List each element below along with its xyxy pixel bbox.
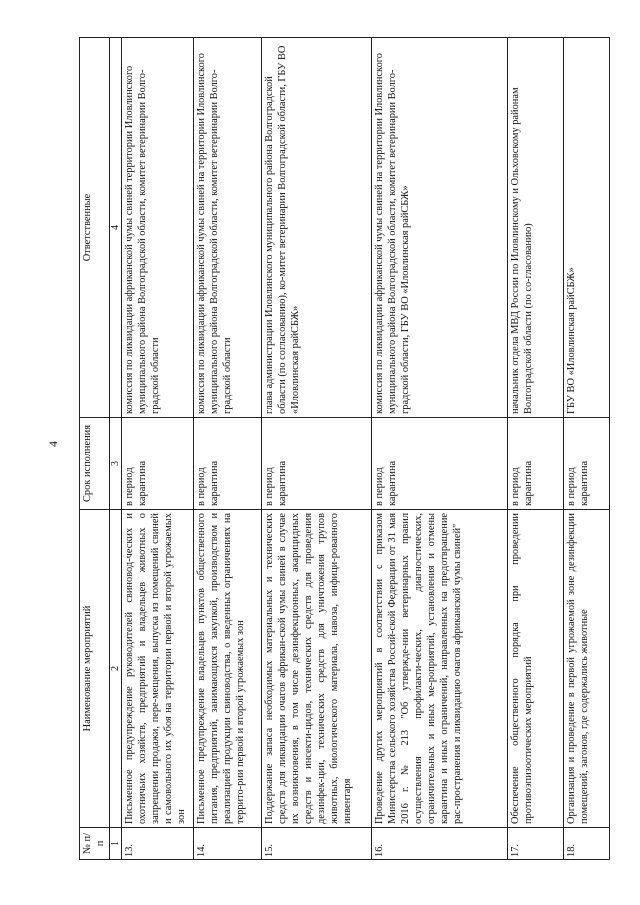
column-number: 4 (110, 38, 122, 418)
deadline: в период карантина (194, 418, 262, 510)
deadline: в период карантина (372, 418, 508, 510)
deadline: в период карантина (564, 418, 610, 510)
row-number: 14. (194, 828, 262, 860)
page-number: 4 (46, 441, 60, 447)
responsible: глава администрации Иловлинского муниципального района Волгоградской области (по согласованию), ко-митет ветеринарии Волгоградской области, ГБУ ВО «Иловлинская райСБЖ» (262, 38, 372, 418)
table-row (372, 38, 508, 860)
row-number: 17. (508, 828, 564, 860)
deadline: в период карантина (122, 418, 194, 510)
header-name: Наименование мероприятий (80, 510, 110, 828)
header-deadline: Срок исполнения (80, 418, 110, 510)
measures-table (79, 37, 610, 860)
row-number: 13. (122, 828, 194, 860)
deadline: в период карантина (508, 418, 564, 510)
responsible: комиссия по ликвидации африканской чумы свиней территории Иловлинского муниципального района Волгоградской области, комитет ветеринарии Волго-градской области (122, 38, 194, 418)
table-header-row (80, 38, 110, 860)
table-row (194, 38, 262, 860)
row-number: 16. (372, 828, 508, 860)
table-row (508, 38, 564, 860)
measure-name: Письменное предупреждение руководителей свиновод-ческих и охотничьих хозяйств, предприятий и владельцев животных о запрещении продажи, пере-мещения, выпуска из помещений свиней и самовольного их убоя на территории первой и второй угрожаемых зон (122, 510, 194, 828)
responsible: ГБУ ВО «Иловлинская райСБЖ» (564, 38, 610, 418)
column-number: 3 (110, 418, 122, 510)
table-row (122, 38, 194, 860)
responsible: начальник отдела МВД России по Иловлинскому и Ольховскому районам Волгоградской области (по со-гласованию) (508, 38, 564, 418)
deadline: в период карантина (262, 418, 372, 510)
responsible: комиссия по ликвидации африканской чумы свиней на территории Иловлинского муниципального района Волгоградской области, комитет ветеринарии Волго-градской области (194, 38, 262, 418)
measure-name: Проведение других мероприятий в соответствии с приказом Министерства сельского хозяйства Россий-ской Федерации от 31 мая 2016 г. № 213 "Об утвержде-нии ветеринарных правил осуществления профилакти-ческих, диагностических, ограничительных и иных ме-роприятий, установления и отмены карантина и иных ограничений, направленных на предотвращение рас-пространения и ликвидацию очагов африканской чумы свиней" (372, 510, 508, 828)
column-number: 1 (110, 828, 122, 860)
measure-name: Организация и проведение в первой угрожаемой зоне дезинфекции помещений, загонов, где содержались животные (564, 510, 610, 828)
table-row (564, 38, 610, 860)
row-number: 15. (262, 828, 372, 860)
row-number: 18. (564, 828, 610, 860)
responsible: комиссия по ликвидации африканской чумы свиней на территории Иловлинского муниципального района Волгоградской области, комитет ветеринарии Волго-градской области, ГБУ ВО «Иловлинская райСБЖ» (372, 38, 508, 418)
measure-name: Обеспечение общественного порядка при проведении противоэпизоотических мероприятий (508, 510, 564, 828)
measure-name: Поддержание запаса необходимых материальных и технических средств для ликвидации очагов африкан-ской чумы свиней в случае их возникновения, в том числе дезинфекционных, акарицидных средств и инсекти-цидов, технических средств для проведения дезинфек-ции, технических средств для уничтожения трупов животных, биологического материала, навоза, инфици-рованного инвентаря (262, 510, 372, 828)
rotated-page-content (79, 38, 640, 860)
table-row (262, 38, 372, 860)
measure-name: Письменное предупреждение владельцев пунктов общественного питания, предприятий, занимающихся закупкой, производством и реализацией продукции свиноводства, о введенных ограничениях на террито-рии первой и второй угрожаемых зон (194, 510, 262, 828)
column-number: 2 (110, 510, 122, 828)
header-responsible: Ответственные (80, 38, 110, 418)
column-number-row (110, 38, 122, 860)
header-num: № п/п (80, 828, 110, 860)
